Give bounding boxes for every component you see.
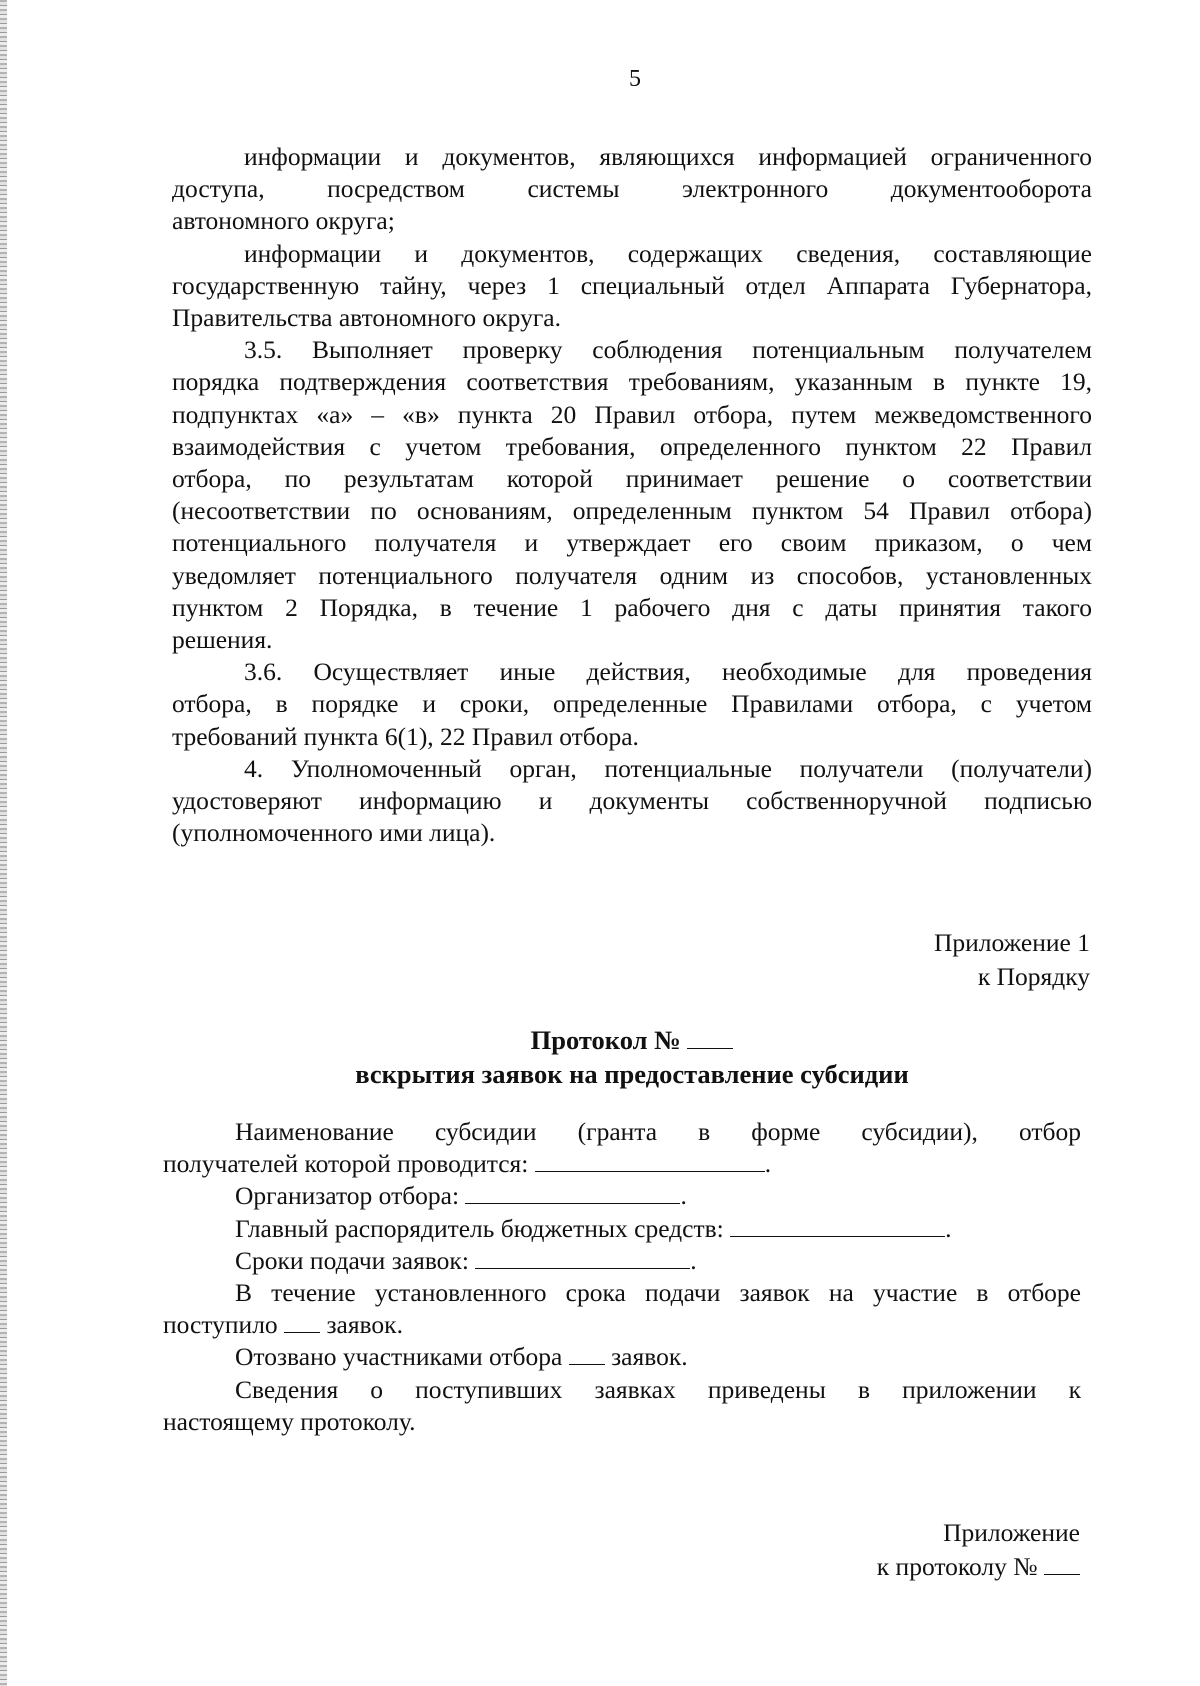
protocol-title-text: Протокол № [530,1025,681,1055]
form-period: . [680,1181,687,1211]
form-line: Наименование субсидии (гранта в форме субсидии), отбор [235,1117,1081,1146]
form-line [163,1148,1081,1180]
text-line: (уполномоченного ими лица). [172,818,496,848]
text-line: потенциального получателя и утверждает его своим приказом, о чем [172,528,1092,558]
form-line: В течение установленного срока подачи заявок на участие в отборе [235,1278,1081,1308]
form-label: Организатор отбора: [235,1181,460,1211]
form-period: . [945,1213,952,1243]
text-line: (несоответствии по основаниям, определенным пунктом 54 Правил отбора) [172,496,1092,526]
subsidy-name-blank [535,1149,765,1172]
body-text-top [172,141,1092,849]
protocol-subtitle: вскрытия заявок на предоставление субсидии [355,1059,909,1089]
text-line: 3.6. Осуществляет иные действия, необходимые для проведения [244,657,1092,687]
form-line [163,1213,1081,1245]
text-line: 4. Уполномоченный орган, потенциальные получатели (получатели) [244,753,1092,783]
form-label: поступило [163,1310,278,1340]
text-line: уведомляет потенциального получателя одним из способов, установленных [172,560,1092,590]
text-line: государственную тайну, через 1 специальный отдел Аппарата Губернатора, [172,270,1092,300]
form-label: заявок. [611,1342,688,1372]
appendix-2-reference-text: к протоколу № [876,1552,1038,1581]
text-line: информации и документов, содержащих сведения, составляющие [244,238,1092,268]
text-line: информации и документов, являющихся информацией ограниченного [244,142,1092,171]
form-period: . [690,1245,697,1275]
appendix-1-reference: к Порядку [977,962,1090,991]
text-line: отбора, в порядке и сроки, определенные Правилами отбора, с учетом [172,689,1092,719]
page-number: 5 [629,66,641,92]
received-count-blank [284,1310,320,1333]
withdrawn-count-blank [569,1342,605,1365]
form-label: Отозвано участниками отбора [235,1342,563,1372]
budget-manager-blank [730,1214,945,1237]
text-line: отбора, по результатам которой принимает решение о соответствии [172,464,1092,494]
appendix-2-reference [877,1550,1080,1584]
deadline-blank [475,1246,690,1269]
appendix-1-header [934,926,1090,994]
form-line [163,1309,1081,1341]
appendix-2-title: Приложение [943,1518,1080,1547]
text-line: пунктом 2 Порядка, в течение 1 рабочего дня с даты принятия такого [172,592,1092,622]
form-line [163,1180,1081,1212]
form-period: . [764,1149,772,1179]
text-line: порядка подтверждения соответствия требованиям, указанным в пункте 19, [172,367,1092,397]
appendix-1-title: Приложение 1 [934,928,1090,957]
text-line: решения. [172,625,273,655]
text-line: автономного округа; [172,206,395,236]
protocol-ref-number-blank [1044,1552,1080,1575]
form-label: заявок. [326,1310,403,1340]
form-line [163,1245,1081,1277]
form-label: получателей которой проводится: [163,1149,529,1179]
text-line: удостоверяют информацию и документы собственноручной подписью [172,786,1092,816]
form-label: Сроки подачи заявок: [235,1245,469,1275]
protocol-title [172,1023,1092,1057]
organizer-blank [465,1181,680,1204]
text-line: Правительства автономного округа. [172,303,561,333]
text-line: взаимодействия с учетом требования, определенного пунктом 22 Правил [172,431,1092,461]
form-label: Главный распорядитель бюджетных средств: [235,1213,724,1243]
text-line: подпунктах «а» – «в» пункта 20 Правил отбора, путем межведомственного [172,399,1092,429]
appendix-2-header [877,1516,1080,1584]
text-line: 3.5. Выполняет проверку соблюдения потенциальным получателем [244,335,1092,365]
text-line: доступа, посредством системы электронного документооборота [172,174,1092,204]
protocol-number-blank [687,1026,733,1049]
protocol-form [163,1116,1081,1438]
form-line [163,1341,1081,1373]
form-line: Сведения о поступивших заявках приведены в приложении к [235,1374,1081,1404]
form-line: настоящему протоколу. [163,1406,416,1436]
text-line: требований пункта 6(1), 22 Правил отбора. [172,721,639,751]
